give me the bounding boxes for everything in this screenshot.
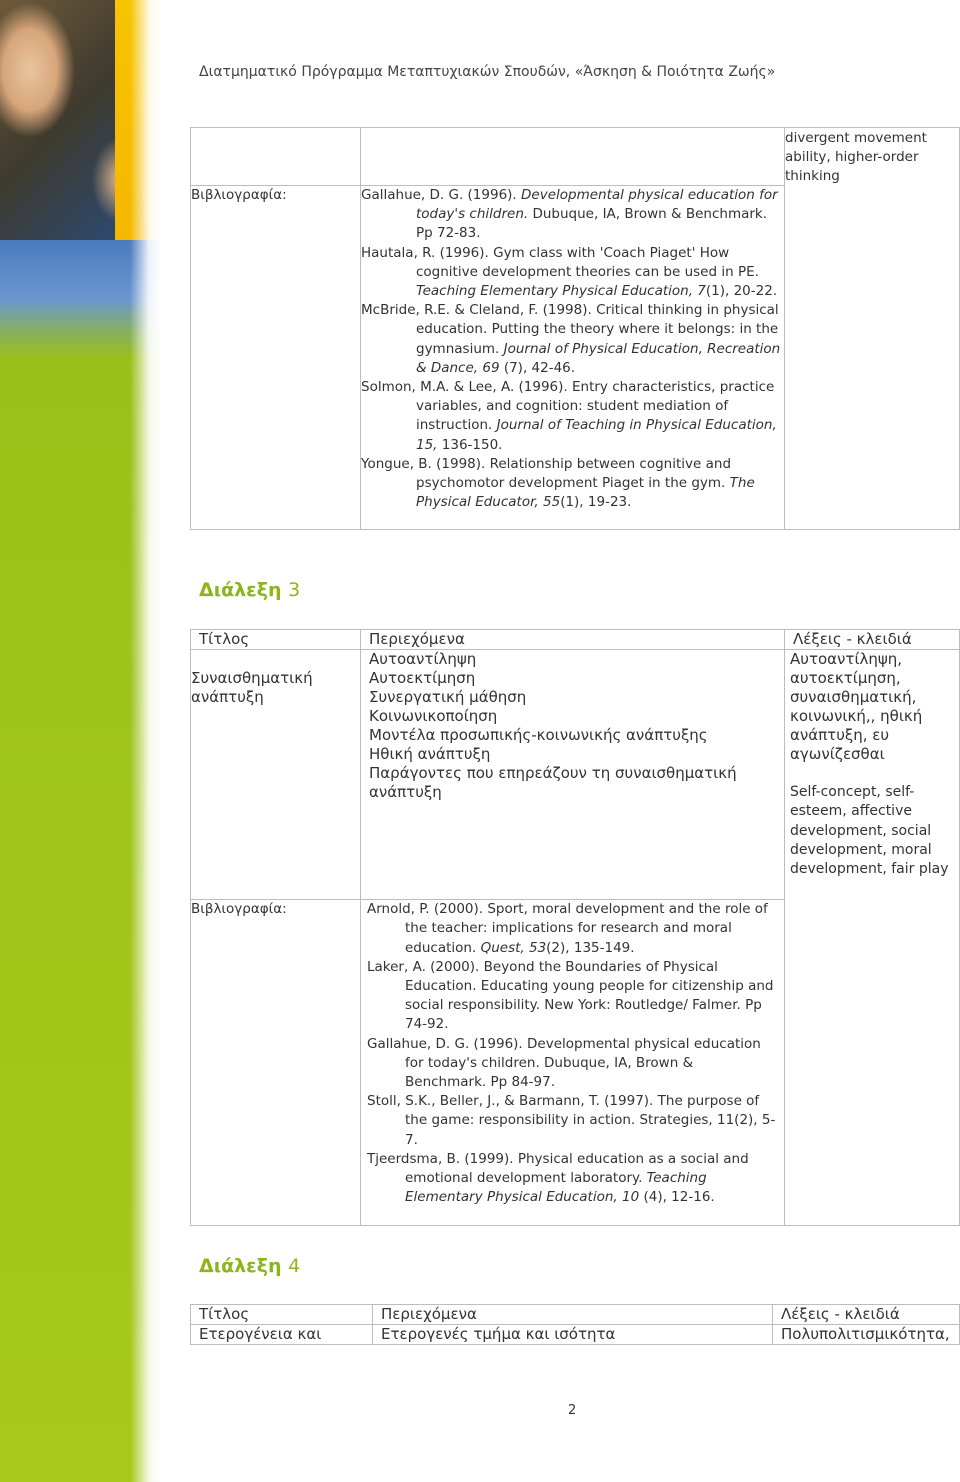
- column-header-content: Περιεχόμενα: [373, 1305, 773, 1325]
- content-item: Μοντέλα προσωπικής-κοινωνικής ανάπτυξης: [369, 726, 708, 745]
- column-header-keywords: Λέξεις - κλειδιά: [773, 1305, 960, 1325]
- reference-item: Stoll, S.K., Beller, J., & Barmann, T. (1997). The purpose of the game: responsibility in action. Strategies, 11(2), 5-7.: [367, 1093, 776, 1148]
- keywords-cell: [785, 128, 960, 530]
- content-item: Παράγοντες που επηρεάζουν τη συναισθηματική ανάπτυξη: [369, 764, 737, 802]
- reference-item: Gallahue, D. G. (1996). Developmental physical education for today's children. Dubuque, IA, Brown & Benchmark. Pp 72-83.: [361, 187, 778, 242]
- column-header-keywords: Λέξεις - κλειδιά: [785, 630, 960, 650]
- bibliography-label-cell: [191, 186, 361, 530]
- content-item: Αυτοεκτίμηση: [369, 669, 476, 688]
- reference-item: Hautala, R. (1996). Gym class with 'Coach Piaget' How cognitive development theories can be used in PE. Teaching Elementary Physical Education, 7(1), 20-22.: [361, 244, 778, 300]
- contents-cell: Ετερογενές τμήμα και ισότητα: [373, 1325, 773, 1345]
- lecture-4-heading: Διάλεξη 4: [199, 1255, 301, 1277]
- keywords-english: Self-concept, self-esteem, affective development, social development, moral development, fair play: [790, 784, 949, 878]
- column-header-title: Τίτλος: [191, 1305, 373, 1325]
- lecture2-continuation-table: [190, 127, 960, 530]
- keywords-text: divergent movement ability, higher-order thinking: [785, 130, 927, 185]
- reference-item: Tjeerdsma, B. (1999). Physical education as a social and emotional development laboratory. Teaching Elementary Physical Education, 10 (4), 12-16.: [367, 1150, 749, 1206]
- content-item: Συνεργατική μάθηση: [369, 688, 527, 707]
- bibliography-list: [361, 900, 785, 1226]
- page-number: 2: [568, 1403, 577, 1418]
- reference-item: Gallahue, D. G. (1996). Developmental physical education for today's children. Dubuque, IA, Brown & Benchmark. Pp 84-97.: [367, 1035, 761, 1091]
- lecture-3-heading: Διάλεξη 3: [199, 579, 301, 601]
- keywords-greek: Αυτοαντίληψη, αυτοεκτίμηση, συναισθηματική, κοινωνική,, ηθική ανάπτυξη, ευ αγωνίζεσθαι: [790, 650, 923, 764]
- column-header-title: Τίτλος: [191, 630, 361, 650]
- bibliography-label: Βιβλιογραφία:: [191, 901, 287, 918]
- reference-item: McBride, R.E. & Cleland, F. (1998). Critical thinking in physical education. Putting the theory where it belongs: in the gymnasium. Journal of Physical Education, Recreation & Dance, 69 (7), 42-46.: [361, 302, 781, 376]
- reference-item: Arnold, P. (2000). Sport, moral development and the role of the teacher: implications for research and moral education. Quest, 53(2), 135-149.: [367, 901, 768, 956]
- empty-cell: [191, 128, 361, 186]
- contents-cell: [361, 650, 785, 900]
- column-header-content: Περιεχόμενα: [361, 630, 785, 650]
- reference-item: Laker, A. (2000). Beyond the Boundaries of Physical Education. Educating young people for citizenship and social responsibility. New York: Routledge/ Falmer. Pp 74-92.: [367, 958, 774, 1033]
- bibliography-label-cell: [191, 900, 361, 1226]
- empty-cell: [361, 128, 785, 186]
- keywords-cell: [785, 650, 960, 1226]
- lecture-title-cell: Ετερογένεια και: [191, 1325, 373, 1345]
- lecture3-table: [190, 629, 960, 1226]
- bibliography-label: Βιβλιογραφία:: [191, 187, 287, 203]
- lecture4-table: [190, 1304, 960, 1345]
- lecture-title-cell: Συναισθηματική ανάπτυξη: [191, 650, 361, 900]
- bibliography-list: [361, 186, 785, 530]
- running-header: Διατμηματικό Πρόγραμμα Μεταπτυχιακών Σπουδών, «Άσκηση & Ποιότητα Ζωής»: [199, 64, 776, 80]
- keywords-cell: Πολυπολιτισμικότητα,: [773, 1325, 960, 1345]
- content-item: Κοινωνικοποίηση: [369, 707, 498, 726]
- content-item: Αυτοαντίληψη: [369, 650, 477, 669]
- decorative-side-banner: [0, 0, 162, 1482]
- reference-item: Solmon, M.A. & Lee, A. (1996). Entry characteristics, practice variables, and cognition: student mediation of instruction. Journal of Teaching in Physical Education, 15, 136-150.: [361, 379, 777, 453]
- content-item: Ηθική ανάπτυξη: [369, 745, 491, 764]
- reference-item: Yongue, B. (1998). Relationship between cognitive and psychomotor development Piaget in the gym. The Physical Educator, 55(1), 19-23.: [361, 455, 755, 511]
